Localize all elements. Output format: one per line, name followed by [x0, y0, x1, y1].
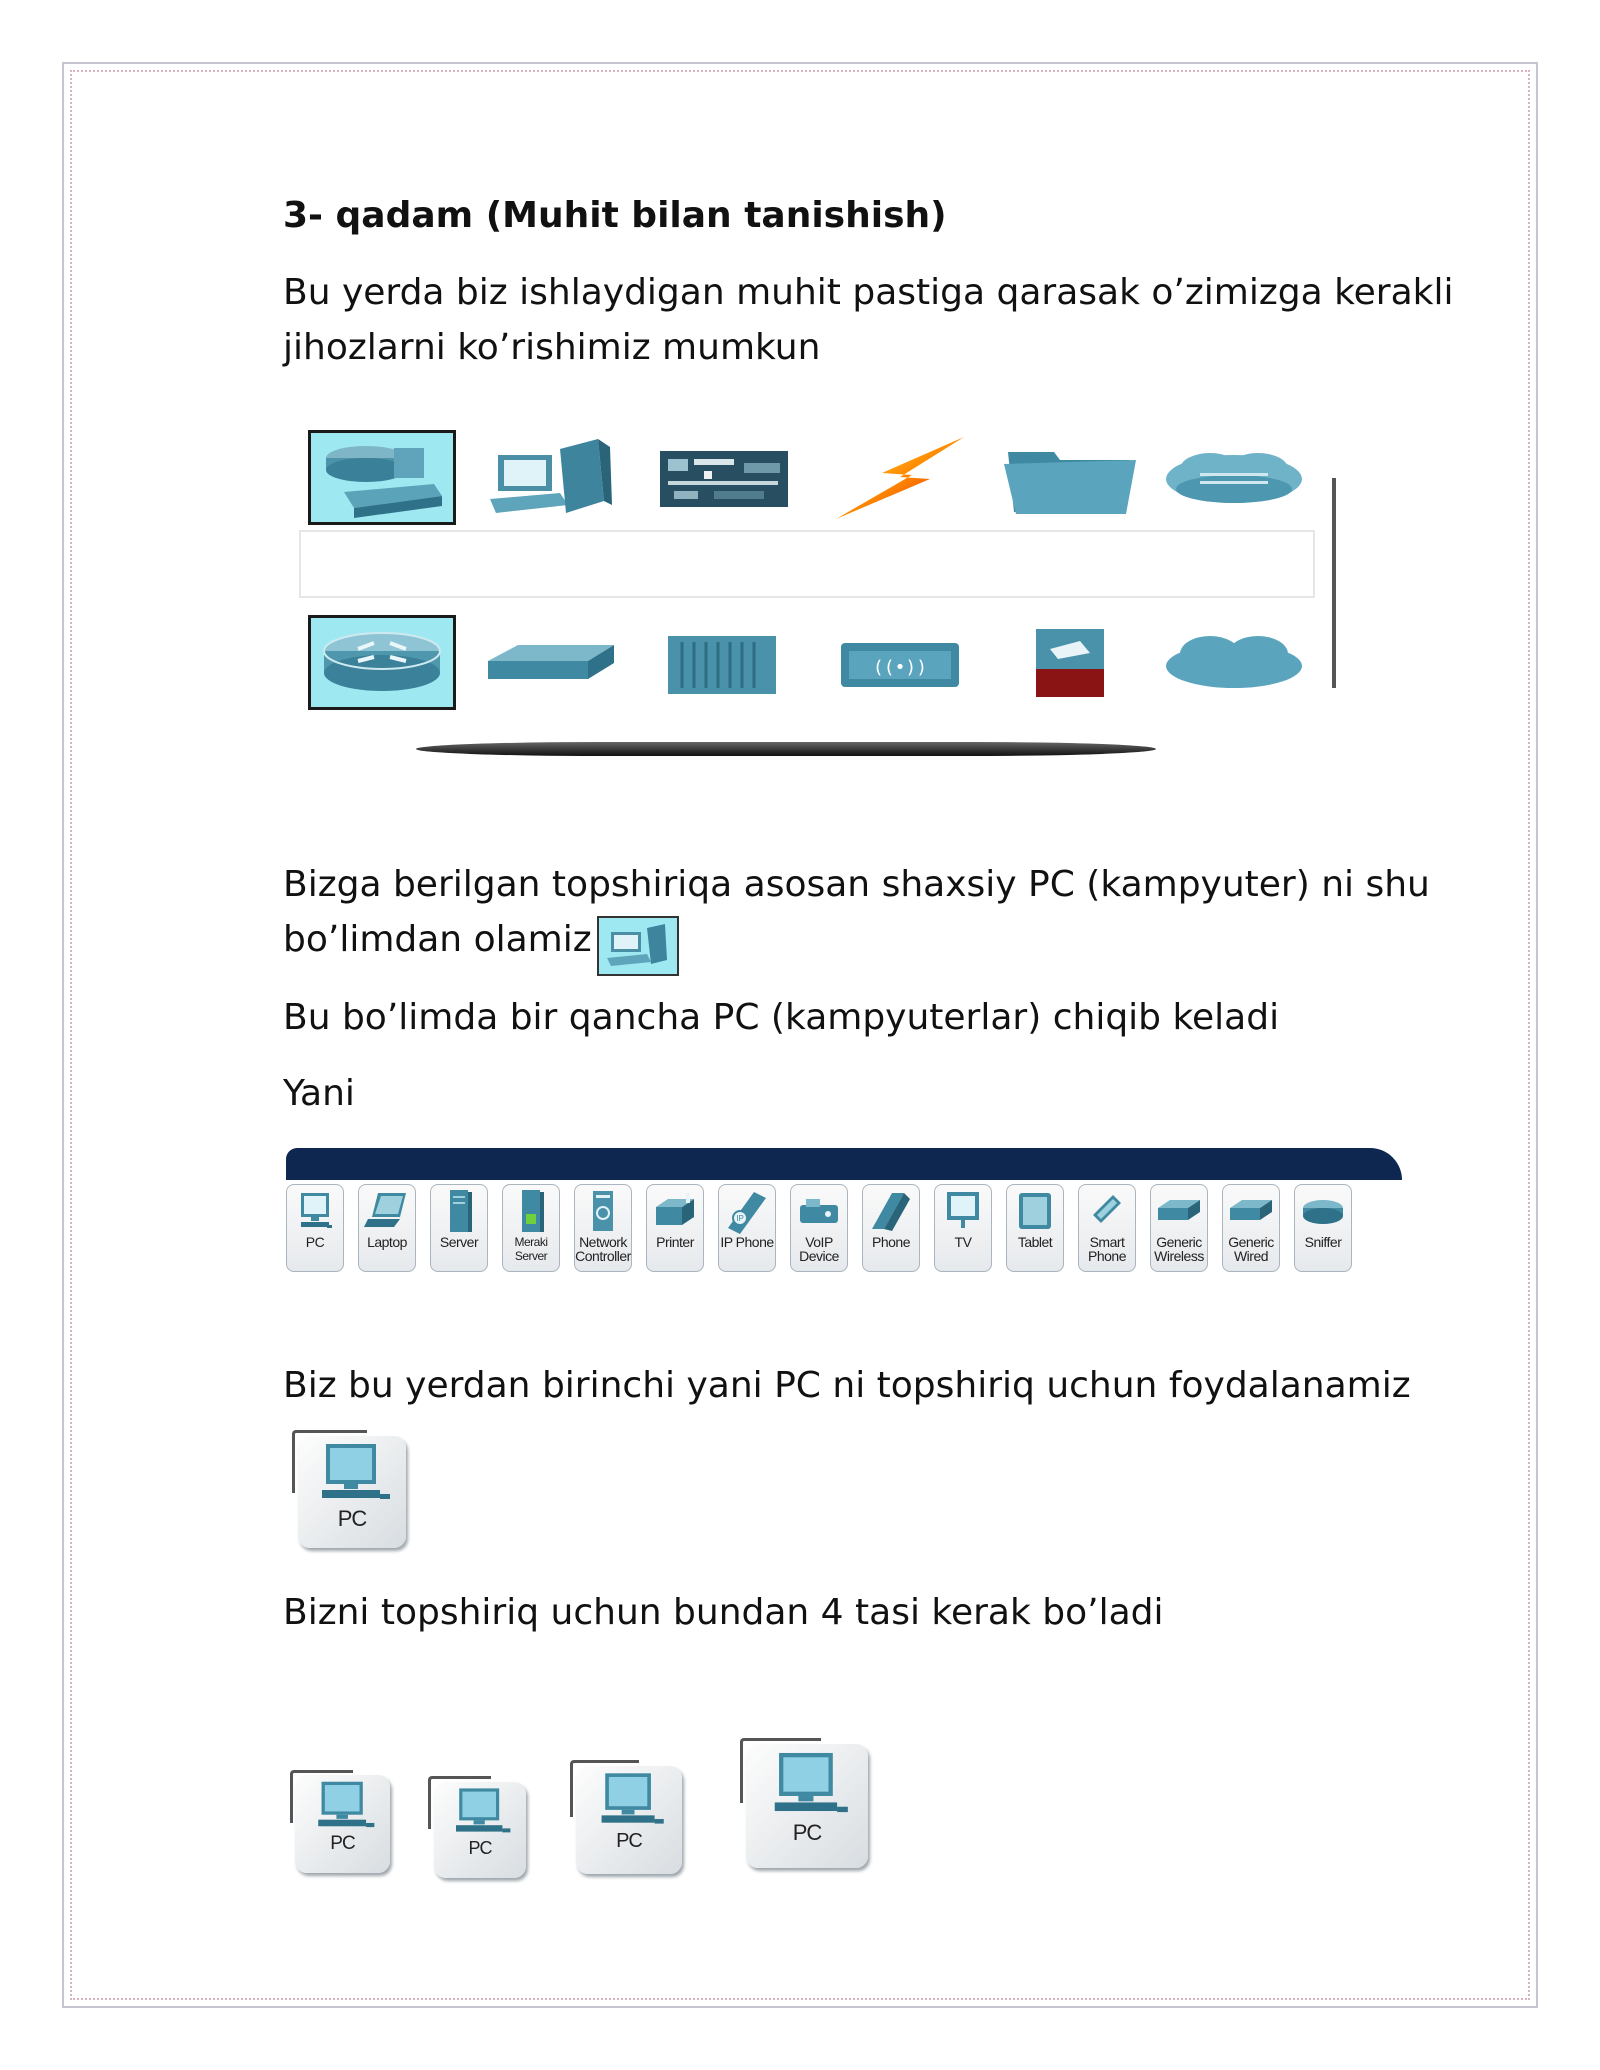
end-device-list [286, 1184, 1406, 1280]
category-search-bar [299, 530, 1315, 598]
svg-text:((•)): ((•)) [872, 656, 928, 678]
paragraph-1-line-2: jihozlarni ko’rishimiz mumkun [283, 327, 821, 368]
device-meraki-server[interactable]: Meraki Server [502, 1184, 560, 1272]
components-icon[interactable] [650, 430, 798, 525]
connections-icon[interactable] [826, 430, 974, 525]
paragraph-3: Bu bo’limda bir qancha PC (kampyuterlar) chiqib keladi [283, 997, 1280, 1038]
device-generic-wireless[interactable]: Generic Wireless [1150, 1184, 1208, 1272]
pc-tile-1[interactable]: PC [295, 1775, 390, 1873]
device-smart-phone[interactable]: Smart Phone [1078, 1184, 1136, 1272]
paragraph-4: Yani [283, 1073, 355, 1114]
device-tv[interactable]: TV [934, 1184, 992, 1272]
page-title: 3- qadam (Muhit bilan tanishish) [283, 195, 947, 236]
paragraph-5: Biz bu yerdan birinchi yani PC ni topshiriq uchun foydalanamiz [283, 1365, 1411, 1406]
network-devices-icon[interactable] [308, 430, 456, 525]
pc-tile-4[interactable]: PC [746, 1744, 868, 1868]
device-sniffer[interactable]: Sniffer [1294, 1184, 1352, 1272]
paragraph-2-line-1: Bizga berilgan topshiriqa asosan shaxsiy PC (kampyuter) ni shu [283, 864, 1430, 905]
device-pc[interactable]: PC [286, 1184, 344, 1272]
end-devices-inline-icon [597, 916, 679, 976]
network-controller-icon [578, 1187, 628, 1235]
sniffer-icon [1298, 1187, 1348, 1235]
subcategory-row [296, 615, 1326, 715]
end-devices-icon[interactable] [474, 430, 622, 525]
tablet-icon [1010, 1187, 1060, 1235]
laptop-icon [362, 1187, 412, 1235]
router-icon[interactable] [308, 615, 456, 710]
toolbar-divider [1332, 478, 1336, 688]
ip-phone-icon [722, 1187, 772, 1235]
multiuser-icon[interactable] [1160, 430, 1308, 525]
hub-icon[interactable] [650, 615, 798, 710]
pc-tile-2[interactable]: PC [434, 1782, 526, 1878]
device-laptop[interactable]: Laptop [358, 1184, 416, 1272]
paragraph-1-line-1: Bu yerda biz ishlaydigan muhit pastiga qarasak o’zimizga kerakli [283, 272, 1454, 313]
generic-wireless-icon [1154, 1187, 1204, 1235]
device-generic-wired[interactable]: Generic Wired [1222, 1184, 1280, 1272]
wan-emulation-icon[interactable] [1160, 615, 1308, 710]
server-icon [434, 1187, 484, 1235]
pc-icon [448, 1782, 512, 1838]
device-phone[interactable]: Phone [862, 1184, 920, 1272]
smart-phone-icon [1082, 1187, 1132, 1235]
device-tablet[interactable]: Tablet [1006, 1184, 1064, 1272]
device-printer[interactable]: Printer [646, 1184, 704, 1272]
miscellaneous-icon[interactable] [996, 430, 1144, 525]
voip-device-icon [794, 1187, 844, 1235]
svg-text:IP: IP [736, 1214, 744, 1223]
device-network-controller[interactable]: Network Controller [574, 1184, 632, 1272]
device-server[interactable]: Server [430, 1184, 488, 1272]
wireless-icon[interactable] [826, 615, 974, 710]
generic-wired-icon [1226, 1187, 1276, 1235]
toolbar-bottom-edge [416, 742, 1156, 756]
security-icon[interactable] [996, 615, 1144, 710]
pc-icon [312, 1436, 392, 1506]
device-strip-header [286, 1148, 1402, 1180]
device-ip-phone[interactable]: IP IP Phone [718, 1184, 776, 1272]
printer-icon [650, 1187, 700, 1235]
category-row [296, 430, 1326, 530]
device-type-toolbar-screenshot [296, 420, 1376, 760]
pc-device-tile[interactable]: PC [298, 1436, 406, 1548]
paragraph-2-line-2: bo’limdan olamiz [283, 919, 592, 960]
pc-icon [764, 1744, 850, 1820]
pc-icon [290, 1187, 340, 1235]
switch-icon[interactable] [474, 615, 622, 710]
pc-icon [592, 1766, 666, 1830]
pc-tile-3[interactable]: PC [576, 1766, 682, 1874]
meraki-server-icon [506, 1187, 556, 1235]
device-voip-device[interactable]: VoIP Device [790, 1184, 848, 1272]
tv-icon [938, 1187, 988, 1235]
paragraph-6: Bizni topshiriq uchun bundan 4 tasi kerak bo’ladi [283, 1592, 1164, 1633]
pc-icon [310, 1775, 376, 1833]
phone-icon [866, 1187, 916, 1235]
